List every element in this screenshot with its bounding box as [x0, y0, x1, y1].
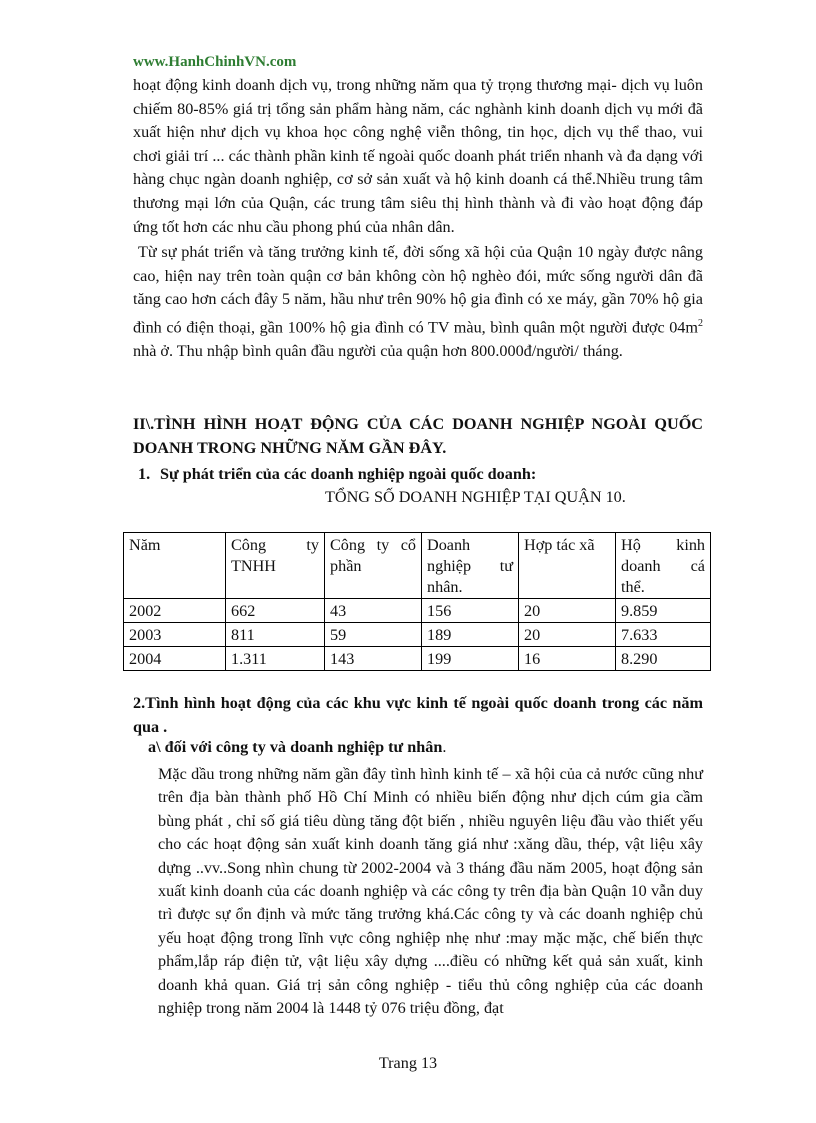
table-cell: 43 [325, 599, 422, 623]
header-cell: Hộ kinh doanh cá thể. [616, 533, 711, 599]
table-cell: 20 [519, 623, 616, 647]
intro-paragraph-2-text: Từ sự phát triển và tăng trưởng kinh tế, đời sống xã hội của Quận 10 ngày được nâng cao, hiện nay trên toàn quận cơ bản không còn hộ nghèo đói, mức sống người dân đã tăng cao hơn cách đây 5 năm, hầu như trên 90% hộ gia đình có xe máy, gần 70% hộ gia đình có điện thoại, gần 100% hộ gia đình có TV màu, bình quân một người được 04m [133, 243, 703, 337]
section-heading: II\.TÌNH HÌNH HOẠT ĐỘNG CỦA CÁC DOANH NGHIỆP NGOÀI QUỐC DOANH TRONG NHỮNG NĂM GẦN ĐÂY. [133, 415, 703, 457]
table-cell: 2003 [124, 623, 226, 647]
table-cell: 7.633 [616, 623, 711, 647]
subsection-1-heading [138, 465, 536, 484]
subsection-2a-heading [148, 738, 446, 757]
body-paragraph: Mặc dầu trong những năm gần đây tình hình kinh tế – xã hội của cả nước cũng như trên địa bàn thành phố Hồ Chí Minh có nhiều biến động như dịch cúm gia cầm bùng phát , chỉ số giá tiêu dùng tăng đột biến , nhiều nguyên liệu đầu vào thiết yếu cho các hoạt động sản xuất kinh doanh tăng giá như :xăng dầu, thép, vật liệu xây dựng ..vv..Song nhìn chung từ 2002-2004 và 3 tháng đầu năm 2005, hoạt động sản xuất kinh doanh của các doanh nghiệp và các công ty trên địa bàn Quận 10 vẫn duy trì được sự ổn định và mức tăng trưởng khá.Các công ty và các doanh nghiệp chủ yếu hoạt động trong lĩnh vực công nghiệp nhẹ như :may mặc mặc, chế biến thực phẩm,lắp ráp điện tử, vật liệu xây dựng ....điều có những kết quả sản xuất, kinh doanh khả quan. Giá trị sản công nghiệp - tiểu thủ công nghiệp của các doanh nghiệp trong năm 2004 là 1448 tỷ 076 triệu đồng, đạt [158, 765, 703, 1018]
subsection-2-heading: 2.Tình hình hoạt động của các khu vực kinh tế ngoài quốc doanh trong các năm qua . [133, 694, 703, 736]
table-row [124, 599, 711, 623]
table-cell: 2002 [124, 599, 226, 623]
table-cell: 156 [422, 599, 519, 623]
header-cell: Công ty TNHH [226, 533, 325, 599]
intro-paragraph-1: hoạt động kinh doanh dịch vụ, trong những năm qua tỷ trọng thương mại- dịch vụ luôn chiếm 80-85% giá trị tổng sản phẩm hàng năm, các nghành kinh doanh dịch vụ mới đã xuất hiện như dịch vụ khoa học công nghệ viễn thông, tin học, dịch vụ thể thao, vui chơi giải trí ... các thành phần kinh tế ngoài quốc doanh phát triển nhanh và đa dạng với hàng chục ngàn doanh nghiệp, cơ sở sản xuất và hộ kinh doanh cá thể.Nhiều trung tâm thương mại lớn của Quận, các trung tâm siêu thị hình thành và đi vào hoạt động đáp ứng tốt hơn các nhu cầu phong phú của nhân dân. [133, 76, 703, 236]
table-cell: 20 [519, 599, 616, 623]
table-cell: 1.311 [226, 647, 325, 671]
table-cell: 16 [519, 647, 616, 671]
website-header[interactable]: www.HanhChinhVN.com [133, 54, 297, 70]
enterprise-table [123, 532, 711, 671]
table-cell: 662 [226, 599, 325, 623]
table-cell: 8.290 [616, 647, 711, 671]
subsection-2a-title: a\ đối với công ty và doanh nghiệp tư nhân [148, 738, 443, 756]
header-cell: Năm [124, 533, 226, 599]
table-header-row [124, 533, 711, 599]
table-cell: 9.859 [616, 599, 711, 623]
page-number: Trang 13 [378, 1054, 438, 1072]
subsection-2a-suffix: . [442, 738, 447, 756]
table-cell: 59 [325, 623, 422, 647]
intro-paragraph-2-tail: nhà ở. Thu nhập bình quân đầu người của quận hơn 800.000đ/người/ tháng. [133, 341, 623, 360]
subsection-1-number: 1. [138, 465, 151, 483]
table-cell: 811 [226, 623, 325, 647]
table-cell: 2004 [124, 647, 226, 671]
header-cell: Công ty cổ phần [325, 533, 422, 599]
header-cell: Hợp tác xã [519, 533, 616, 599]
superscript: 2 [698, 317, 703, 329]
table-cell: 143 [325, 647, 422, 671]
table-caption: TỔNG SỐ DOANH NGHIỆP TẠI QUẬN 10. [325, 488, 626, 506]
intro-paragraph-2 [133, 241, 703, 363]
table-cell: 199 [422, 647, 519, 671]
table-row [124, 647, 711, 671]
table-cell: 189 [422, 623, 519, 647]
table-row [124, 623, 711, 647]
subsection-1-title: Sự phát triển của các doanh nghiệp ngoài quốc doanh: [160, 465, 537, 483]
header-cell: Doanh nghiệp tư nhân. [422, 533, 519, 599]
